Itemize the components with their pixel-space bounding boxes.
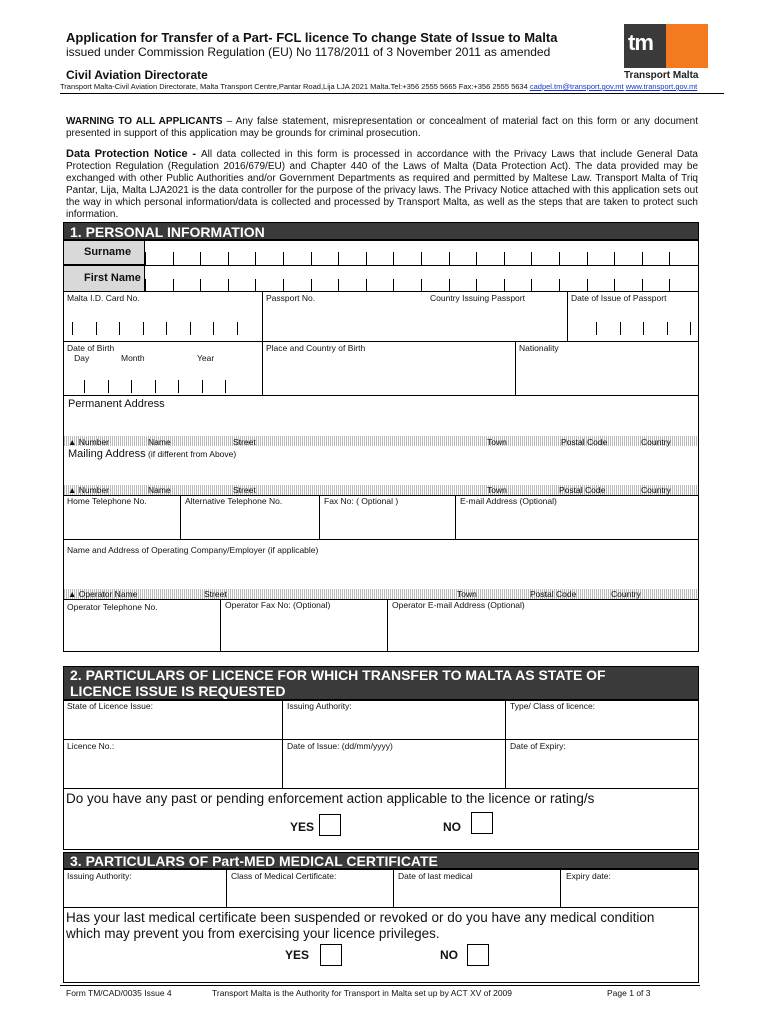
char-box-divider bbox=[531, 252, 532, 265]
char-box-divider bbox=[228, 252, 229, 265]
addr-street-label: Street bbox=[233, 437, 256, 447]
issuing-authority-label: Issuing Authority: bbox=[287, 701, 352, 711]
mailing-address-note: (if different from Above) bbox=[145, 449, 237, 459]
char-box-divider bbox=[202, 380, 203, 393]
char-box-divider bbox=[178, 380, 179, 393]
section1-header: 1. PERSONAL INFORMATION bbox=[63, 222, 699, 240]
logo-orange-block bbox=[666, 24, 708, 68]
id-card-label: Malta I.D. Card No. bbox=[67, 293, 140, 303]
mailing-address-label bbox=[68, 448, 236, 460]
char-box-divider bbox=[131, 380, 132, 393]
char-box-divider bbox=[84, 380, 85, 393]
op-name-label: ▲ Operator Name bbox=[68, 589, 138, 599]
warning-paragraph bbox=[66, 116, 698, 140]
state-issue-label: State of Licence Issue: bbox=[67, 701, 153, 711]
char-box-divider bbox=[200, 252, 201, 265]
page-of: of bbox=[633, 988, 646, 998]
permanent-address-field[interactable] bbox=[64, 398, 698, 436]
op-postal-label: Postal Code bbox=[530, 589, 577, 599]
home-tel-label: Home Telephone No. bbox=[67, 496, 147, 506]
mail-street-label: Street bbox=[233, 485, 256, 495]
transport-malta-logo bbox=[624, 24, 708, 84]
medical-question-line2: which may prevent you from exercising your licence privileges. bbox=[66, 926, 440, 941]
op-email-label: Operator E-mail Address (Optional) bbox=[392, 600, 525, 610]
char-box-divider bbox=[366, 252, 367, 265]
licence-type-label: Type/ Class of licence: bbox=[510, 701, 596, 711]
form-number: Form TM/CAD/0035 Issue 4 bbox=[66, 988, 172, 998]
char-box-divider bbox=[504, 252, 505, 265]
section2-title-line2: LICENCE ISSUE IS REQUESTED bbox=[70, 683, 286, 699]
char-box-divider bbox=[237, 322, 238, 335]
dob-label bbox=[67, 343, 114, 363]
form-subtitle: issued under Commission Regulation (EU) No 1178/2011 of 3 November 2011 as amended bbox=[66, 45, 551, 59]
page-indicator bbox=[607, 988, 651, 998]
company-field[interactable] bbox=[64, 556, 698, 588]
mailing-address-field[interactable] bbox=[64, 460, 698, 484]
form-title: Application for Transfer of a Part- FCL licence To change State of Issue to Malta bbox=[66, 30, 558, 45]
medical-no-label: NO bbox=[440, 948, 458, 962]
medical-authority-label: Issuing Authority: bbox=[67, 871, 132, 881]
alt-tel-label: Alternative Telephone No. bbox=[185, 496, 283, 506]
data-protection-text: All data collected in this form is processed in accordance with the Privacy Laws that include General Data Protection Regulation (Regulation 2016/679/EU) and Chapter 440 of the Laws of Malta (Data Protection Act). The data provided may be exchanged with other Public Authorities and/or Government Departments as required and permitted by Maltese Law. Transport Malta of Triq Pantar, Lija, Malta LJA2021 is the data controller for the purpose of the privacy laws. The Privacy Notice attached with this application sets out the way in which personal information/data is collected and processed by Transport Malta, as well as the steps that are taken to protect such information. bbox=[66, 149, 698, 220]
website-link[interactable]: www.transport.gov.mt bbox=[625, 82, 698, 91]
contact-email-link[interactable]: cadpel.tm@transport.gov.mt bbox=[529, 82, 624, 91]
id-card-boxes[interactable] bbox=[66, 322, 262, 335]
page-number: 1 bbox=[629, 988, 634, 998]
enforcement-yes-label: YES bbox=[290, 820, 315, 834]
logo-mark: tm bbox=[628, 30, 653, 55]
addr-country-label: Country bbox=[641, 437, 671, 447]
logo-name: Transport Malta bbox=[624, 70, 699, 81]
medical-no-checkbox[interactable] bbox=[467, 944, 489, 966]
char-box-divider bbox=[255, 252, 256, 265]
section2-header bbox=[63, 666, 699, 700]
page-prefix: Page bbox=[607, 988, 630, 998]
data-protection-heading: Data Protection Notice - bbox=[66, 148, 201, 160]
place-birth-label: Place and Country of Birth bbox=[266, 343, 366, 353]
char-box-divider bbox=[643, 322, 644, 335]
char-box-divider bbox=[476, 252, 477, 265]
char-box-divider bbox=[667, 322, 668, 335]
char-box-divider bbox=[596, 322, 597, 335]
day-label: Day bbox=[74, 353, 90, 363]
char-box-divider bbox=[72, 322, 73, 335]
dob-boxes[interactable] bbox=[66, 380, 262, 393]
enforcement-yes-checkbox[interactable] bbox=[319, 814, 341, 836]
page-total: 3 bbox=[645, 988, 651, 998]
mail-country-label: Country bbox=[641, 485, 671, 495]
char-box-divider bbox=[669, 252, 670, 265]
surname-boxes[interactable] bbox=[145, 252, 699, 265]
char-box-divider bbox=[145, 252, 146, 265]
permanent-address-label: Permanent Address bbox=[68, 398, 165, 410]
licence-no-label: Licence No.: bbox=[67, 741, 115, 751]
char-box-divider bbox=[642, 252, 643, 265]
char-box-divider bbox=[225, 380, 226, 393]
section2-title-line1: 2. PARTICULARS OF LICENCE FOR WHICH TRANSFER TO MALTA AS STATE OF bbox=[70, 667, 606, 683]
op-street-label: Street bbox=[204, 589, 227, 599]
char-box-divider bbox=[690, 322, 691, 335]
mailing-address-text: Mailing Address bbox=[68, 448, 146, 460]
mail-name-label: Name bbox=[148, 485, 171, 495]
data-protection-paragraph bbox=[66, 148, 698, 221]
medical-class-label: Class of Medical Certificate: bbox=[231, 871, 337, 881]
char-box-divider bbox=[620, 322, 621, 335]
medical-question-line1: Has your last medical certificate been suspended or revoked or do you have any medical condition bbox=[66, 910, 655, 925]
section3-header: 3. PARTICULARS OF Part-MED MEDICAL CERTIFICATE bbox=[63, 852, 699, 869]
email-label: E-mail Address (Optional) bbox=[460, 496, 557, 506]
contact-address-line bbox=[60, 82, 724, 94]
country-passport-label: Country Issuing Passport bbox=[430, 293, 525, 303]
char-box-divider bbox=[155, 380, 156, 393]
company-label: Name and Address of Operating Company/Employer (if applicable) bbox=[67, 545, 319, 555]
medical-yes-checkbox[interactable] bbox=[320, 944, 342, 966]
addr-name-label: Name bbox=[148, 437, 171, 447]
first-name-label: First Name bbox=[63, 265, 145, 292]
enforcement-no-checkbox[interactable] bbox=[471, 812, 493, 834]
char-box-divider bbox=[173, 252, 174, 265]
mail-town-label: Town bbox=[487, 485, 507, 495]
char-box-divider bbox=[421, 252, 422, 265]
char-box-divider bbox=[311, 252, 312, 265]
addr-number-label: ▲ Number bbox=[68, 437, 110, 447]
char-box-divider bbox=[338, 252, 339, 265]
char-box-divider bbox=[393, 252, 394, 265]
last-medical-label: Date of last medical bbox=[398, 871, 473, 881]
fax-label: Fax No: ( Optional ) bbox=[324, 496, 399, 506]
surname-label: Surname bbox=[63, 240, 145, 265]
dob-text: Date of Birth bbox=[67, 343, 115, 353]
enforcement-question: Do you have any past or pending enforcement action applicable to the licence or rating/s bbox=[66, 791, 595, 806]
medical-yes-label: YES bbox=[285, 948, 310, 962]
char-box-divider bbox=[283, 252, 284, 265]
warning-text: – Any false statement, misrepresentation or concealment of material fact on this form or any document presented in support of this application may be grounds for criminal prosecution. bbox=[66, 116, 698, 139]
warning-heading: WARNING TO ALL APPLICANTS bbox=[66, 116, 223, 127]
date-expiry-label: Date of Expiry: bbox=[510, 741, 566, 751]
addr-postal-label: Postal Code bbox=[561, 437, 608, 447]
directorate-name: Civil Aviation Directorate bbox=[66, 68, 208, 82]
passport-label: Passport No. bbox=[266, 293, 316, 303]
section2-frame bbox=[63, 700, 699, 850]
op-tel-label: Operator Telephone No. bbox=[67, 602, 158, 612]
op-town-label: Town bbox=[457, 589, 477, 599]
char-box-divider bbox=[119, 322, 120, 335]
op-country-label: Country bbox=[611, 589, 641, 599]
addr-town-label: Town bbox=[487, 437, 507, 447]
enforcement-no-label: NO bbox=[443, 820, 461, 834]
char-box-divider bbox=[449, 252, 450, 265]
char-box-divider bbox=[108, 380, 109, 393]
year-label: Year bbox=[197, 353, 215, 363]
op-fax-label: Operator Fax No: (Optional) bbox=[225, 600, 331, 610]
nationality-label: Nationality bbox=[519, 343, 559, 353]
char-box-divider bbox=[166, 322, 167, 335]
char-box-divider bbox=[559, 252, 560, 265]
date-passport-label: Date of Issue of Passport bbox=[571, 293, 667, 303]
char-box-divider bbox=[96, 322, 97, 335]
contact-address: Transport Malta-Civil Aviation Directorate, Malta Transport Centre,Pantar Road,Lija LJA 2021 Malta.Tel:+356 2555 5665 Fax:+356 2555 5634 bbox=[60, 82, 530, 91]
footer-authority-text: Transport Malta is the Authority for Transport in Malta set up by ACT XV of 2009 bbox=[212, 988, 513, 998]
char-box-divider bbox=[190, 322, 191, 335]
char-box-divider bbox=[143, 322, 144, 335]
medical-question bbox=[66, 910, 654, 942]
month-label: Month bbox=[121, 353, 145, 363]
char-box-divider bbox=[587, 252, 588, 265]
mail-postal-label: Postal Code bbox=[559, 485, 606, 495]
medical-expiry-label: Expiry date: bbox=[566, 871, 611, 881]
date-passport-boxes[interactable] bbox=[567, 322, 699, 335]
date-issue-label: Date of Issue: (dd/mm/yyyy) bbox=[287, 741, 393, 751]
char-box-divider bbox=[614, 252, 615, 265]
char-box-divider bbox=[213, 322, 214, 335]
mail-number-label: ▲ Number bbox=[68, 485, 110, 495]
